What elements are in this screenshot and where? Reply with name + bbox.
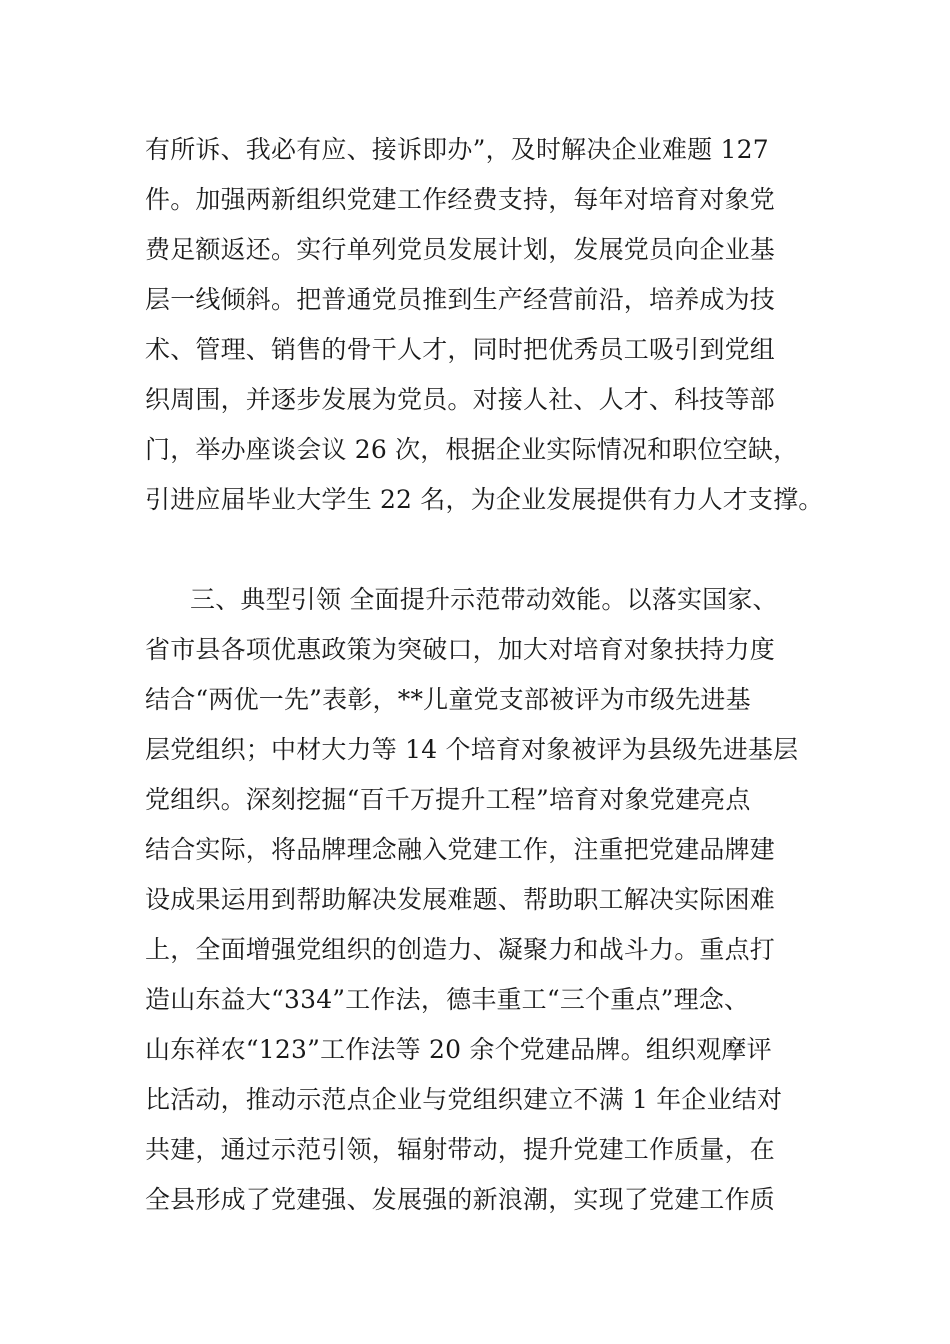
text-line: 共建，通过示范引领，辐射带动，提升党建工作质量，在 (145, 1135, 776, 1164)
text-line: 结合实际，将品牌理念融入党建工作，注重把党建品牌建 (145, 835, 776, 864)
section-heading-line: 三、典型引领 全面提升示范带动效能。以落实国家、 (190, 585, 778, 614)
text-line: 党组织。深刻挖掘“百千万提升工程”培育对象党建亮点 (145, 785, 751, 814)
text-line: 比活动，推动示范点企业与党组织建立不满 1 年企业结对 (145, 1085, 783, 1114)
text-line: 件。加强两新组织党建工作经费支持，每年对培育对象党 (145, 185, 776, 214)
text-line: 全县形成了党建强、发展强的新浪潮，实现了党建工作质 (145, 1185, 776, 1214)
text-line: 引进应届毕业大学生 22 名，为企业发展提供有力人才支撑。 (145, 485, 824, 514)
text-line: 省市县各项优惠政策为突破口，加大对培育对象扶持力度 (145, 635, 776, 664)
text-line: 有所诉、我必有应、接诉即办”，及时解决企业难题 127 (145, 135, 769, 164)
text-line: 层一线倾斜。把普通党员推到生产经营前沿，培养成为技 (145, 285, 776, 314)
text-line: 上，全面增强党组织的创造力、凝聚力和战斗力。重点打 (145, 935, 776, 964)
text-line: 山东祥农“123”工作法等 20 余个党建品牌。组织观摩评 (145, 1035, 772, 1064)
text-line: 织周围，并逐步发展为党员。对接人社、人才、科技等部 (145, 385, 776, 414)
text-line: 设成果运用到帮助解决发展难题、帮助职工解决实际困难 (145, 885, 776, 914)
text-line: 费足额返还。实行单列党员发展计划，发展党员向企业基 (145, 235, 776, 264)
text-line: 造山东益大“334”工作法，德丰重工“三个重点”理念、 (145, 985, 750, 1014)
text-line: 层党组织；中材大力等 14 个培育对象被评为县级先进基层 (145, 735, 799, 764)
text-line: 结合“两优一先”表彰，**儿童党支部被评为市级先进基 (145, 685, 751, 714)
text-line: 门，举办座谈会议 26 次，根据企业实际情况和职位空缺， (145, 435, 799, 464)
text-line: 术、管理、销售的骨干人才，同时把优秀员工吸引到党组 (145, 335, 776, 364)
